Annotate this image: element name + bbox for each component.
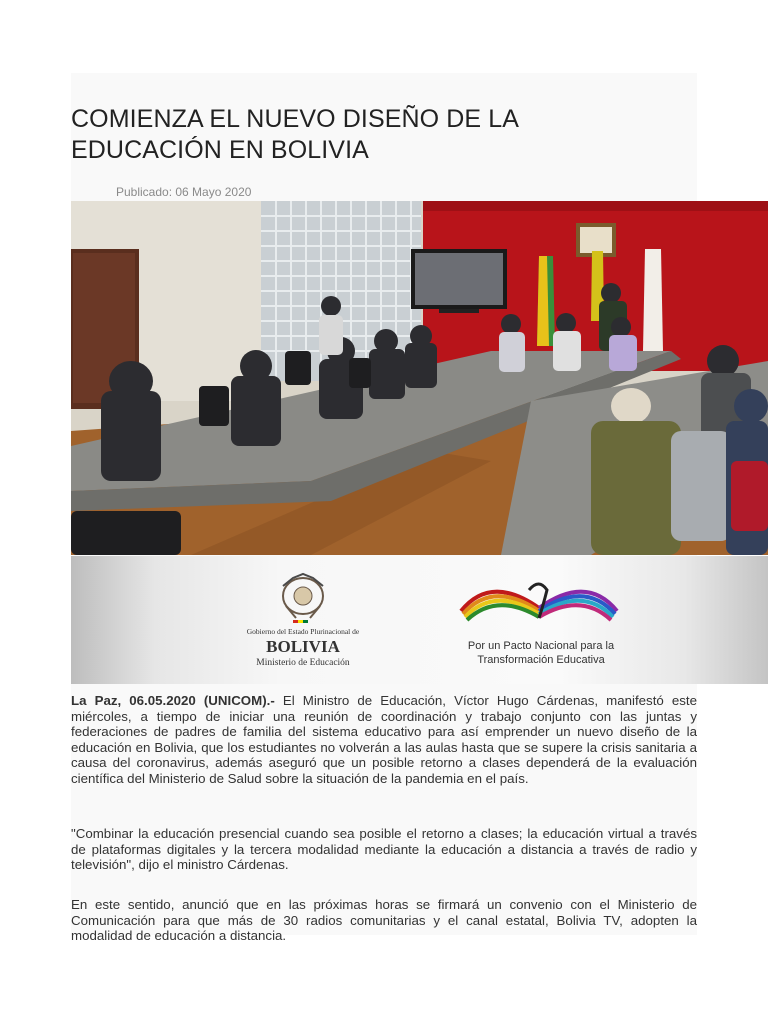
logo-banner: [71, 556, 768, 684]
rainbow-book-icon: [461, 584, 617, 620]
article-paragraph-2: "Combinar la educación presencial cuando sea posible el retorno a clases; la educación virtual a través de plataformas digitales y la tercera modalidad mediante la educación a distancia a través de radio y televisión", dijo el ministro Cárdenas.: [71, 826, 697, 873]
bolivia-coat-of-arms-icon: [283, 574, 323, 623]
article-paragraph-3: En este sentido, anunció que en las próximas horas se firmará un convenio con el Ministerio de Comunicación para que más de 30 radios comunitarias y el canal estatal, Bolivia TV, adopten la modalidad de educación a distancia.: [71, 897, 697, 944]
left-logo-line2: BOLIVIA: [266, 637, 340, 656]
left-logo-line1: Gobierno del Estado Plurinacional de: [246, 627, 360, 636]
paragraph-1-text: El Ministro de Educación, Víctor Hugo Cárdenas, manifestó este miércoles, a tiempo de iniciar una reunión de coordinación y trabajo conjunto con las juntas y federaciones de padres de familia del sistema educativo para así emprender un nuevo diseño de la educación en Bolivia, que los estudiantes no volverán a las aulas hasta que se supere la crisis sanitaria a causa del coronavirus, además aseguró que un posible retorno a clases dependerá de la evaluación científica del Ministerio de Salud sobre la situación de la pandemia en el país.: [71, 693, 697, 786]
right-logo-line2: Transformación Educativa: [477, 654, 605, 666]
dateline: La Paz, 06.05.2020 (UNICOM).-: [71, 693, 275, 708]
meeting-photo: [71, 201, 768, 555]
page-title: COMIENZA EL NUEVO DISEÑO DE LA EDUCACIÓN EN BOLIVIA: [71, 105, 518, 164]
left-logo-line3: Ministerio de Educación: [256, 658, 350, 668]
publish-date: Publicado: 06 Mayo 2020: [116, 185, 252, 199]
right-logo-line1: Por un Pacto Nacional para la: [467, 640, 615, 652]
article-paragraph-1: [71, 693, 697, 787]
